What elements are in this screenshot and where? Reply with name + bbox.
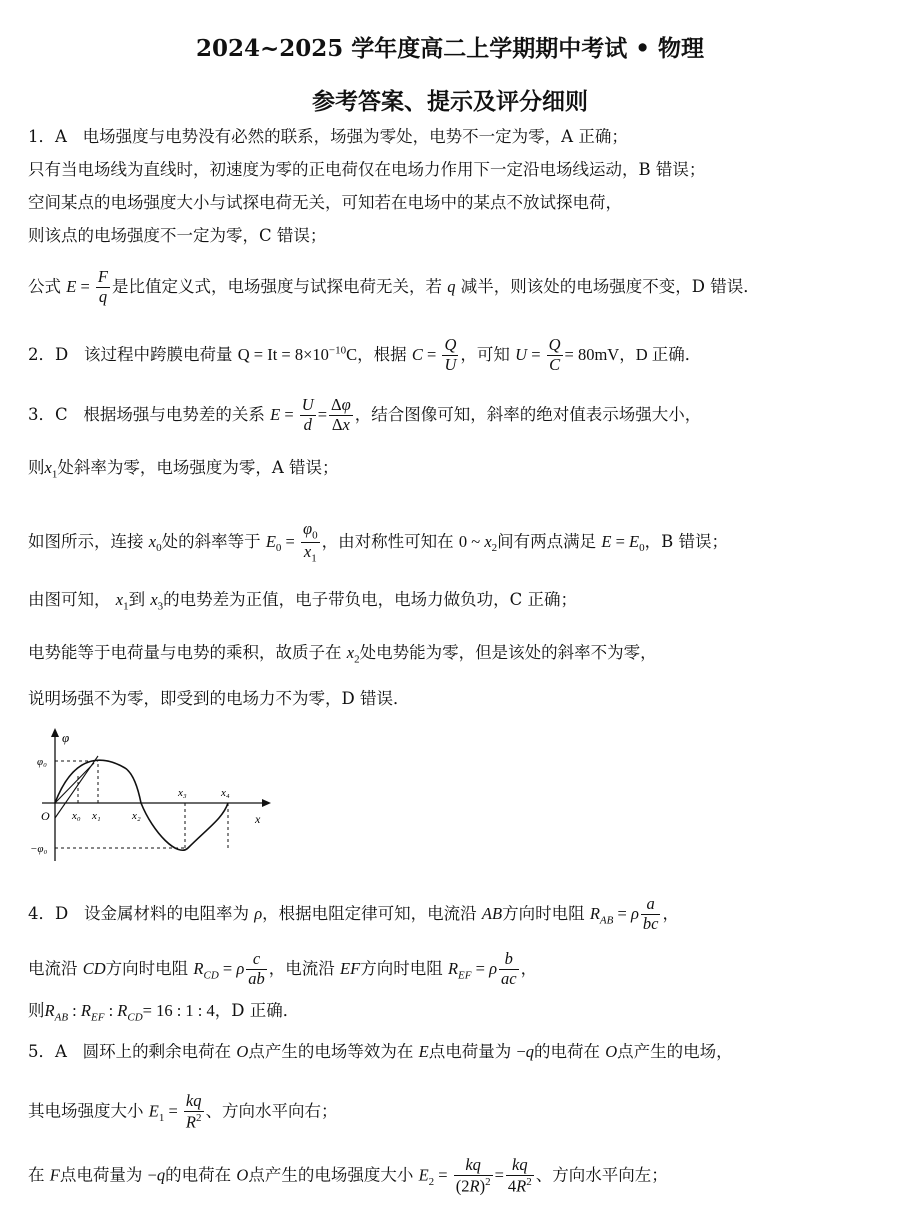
q1-l5a: 公式 xyxy=(28,276,61,296)
q3-line2: 则$x_1$处斜率为零，电场强度为零，A 错误； xyxy=(28,458,339,481)
formula-kq-4r2: $\frac{kq}{4R^2}$ xyxy=(507,1155,532,1196)
q2-a: 该过程中跨膜电荷量 xyxy=(83,344,233,364)
q4-label: 4．D xyxy=(28,903,69,923)
chord-line xyxy=(55,763,94,803)
q5-l3e: 、方向水平向左； xyxy=(535,1165,668,1185)
q5-line2: 其电场强度大小 $E_1$ = $\frac{kq}{R^2}$ 、方向水平向右； xyxy=(28,1091,338,1132)
label-phi: φ xyxy=(62,730,70,745)
q2-d: = 80mV，D 正确． xyxy=(564,344,702,364)
q2-c: ，可知 xyxy=(460,344,510,364)
formula-c-q-u: $\frac{Q}{U}$ xyxy=(444,335,457,374)
q4-line2: 电流沿 CD方向时电阻 $R_{CD} = \rho$ $\frac{c}{ab}$ ，电流沿 EF方向时电阻 $R_{EF} = \rho$ $\frac{b}{ac}$ ， xyxy=(28,949,538,988)
q1-line1 xyxy=(28,129,628,146)
formula-b-ac: $\frac{b}{ac}$ xyxy=(500,949,517,988)
q1-line3: 空间某点的电场强度大小与试探电荷无关，可知若在电场中的某点不放试探电荷， xyxy=(28,193,622,212)
q3-l4a: 由图可知， xyxy=(28,590,111,609)
q5-l2a: 其电场强度大小 xyxy=(28,1101,144,1121)
q2-line1: 2．D 该过程中跨膜电荷量 $Q = It = 8\times 10^{-10}C$，根据 C = $\frac{Q}{U}$ ，可知 U = $\frac{Q}{C}$ = 80mV，D 正确． xyxy=(28,335,702,374)
formula-kq-r2: $\frac{kq}{R^2}$ xyxy=(185,1091,202,1132)
q5-l3a: 在 xyxy=(28,1165,45,1185)
q4-l3b: ，D 正确． xyxy=(214,1001,300,1020)
q5-l3c: 的电荷在 xyxy=(165,1165,232,1185)
q4-l2b: 方向时电阻 xyxy=(105,958,189,978)
label-x0: x₀ xyxy=(72,810,81,822)
q4-l2d: 方向时电阻 xyxy=(360,958,443,978)
q4-line1: 4．D 设金属材料的电阻率为 ρ，根据电阻定律可知，电流沿 AB方向时电阻 $R_{AB} = \rho$ $\frac{a}{bc}$ ， xyxy=(28,894,679,933)
q5-l3b: 点电荷量为 xyxy=(59,1165,143,1185)
q1-text: 电场强度与电势没有必然的联系，场强为零处，电势不一定为零，A 正确； xyxy=(82,127,628,146)
q5-line3: 在 F点电荷量为 −q的电荷在 O点产生的电场强度大小 $E_2$ = $\frac{kq}{(2R)^2}$ = $\frac{kq}{4R^2}$ 、方向水平向左； xyxy=(28,1155,668,1196)
q3-l5a: 电势能等于电荷量与电势的乘积，故质子在 xyxy=(28,643,342,662)
q5-label: 5．A xyxy=(28,1042,67,1061)
page-subtitle: 参考答案、提示及评分细则 xyxy=(312,88,588,115)
page-title: 2024~2025 学年度高二上学期期中考试 • 物理 xyxy=(195,35,705,62)
q4-c: 方向时电阻 xyxy=(502,903,585,923)
q3-a: 根据场强与电势差的关系 xyxy=(83,404,265,424)
label-x1: x₁ xyxy=(92,810,101,822)
q3-line3: 如图所示，连接 $x_0$处的斜率等于 $E_0$ = $\frac{\varphi_0}{x_1}$ ，由对称性可知在 0 ~ $x_2$间有两点满足 $E = E_0$，B 错误； xyxy=(28,519,729,565)
q4-ab: AB xyxy=(481,903,503,923)
q5-e: 点产生的电场， xyxy=(617,1042,733,1061)
q2-formula1 xyxy=(238,345,357,364)
q4-l2a: 电流沿 xyxy=(28,958,78,978)
formula-a-bc: $\frac{a}{bc}$ xyxy=(642,894,659,933)
label-x2: x₂ xyxy=(132,810,141,822)
q3-l2b: 处斜率为零，电场强度为零，A 错误； xyxy=(57,458,339,477)
x-axis-arrow xyxy=(262,799,271,807)
q5-l3d: 点产生的电场强度大小 xyxy=(248,1165,414,1185)
q1-line5: 公式 E = $\frac{F}{q}$ 是比值定义式，电场强度与试探电荷无关，若 q 减半，则该处的电场强度不变，D 错误． xyxy=(28,267,760,306)
q2-unit: C xyxy=(346,344,358,364)
q3-l3c: ，由对称性可知在 xyxy=(321,531,454,551)
q4-line3: 则$R_{AB}$ : $R_{EF}$ : $R_{CD}= 16$ : 1 : 4，D 正确． xyxy=(28,1001,300,1024)
label-x3: x₃ xyxy=(178,787,187,799)
q3-l4b: 到 xyxy=(128,590,146,609)
formula-u-q-c: $\frac{Q}{C}$ xyxy=(548,335,561,374)
y-axis-arrow xyxy=(51,728,59,737)
q5-c: 点电荷量为 xyxy=(428,1042,512,1061)
q3-line6: 说明场强不为零，即受到的电场力不为零，D 错误． xyxy=(28,689,410,708)
q5-b: 点产生的电场等效为在 xyxy=(248,1042,414,1061)
formula-e-f-q: $\frac{F}{q}$ xyxy=(97,267,108,306)
q5-d: 的电荷在 xyxy=(534,1042,600,1061)
q5-line1: 5．A 圆环上的剩余电荷在 O点产生的电场等效为在 E点电荷量为 −q的电荷在 O点产生的电场， xyxy=(28,1042,733,1061)
label-phi0: φ₀ xyxy=(37,756,47,768)
q1-l5b: 是比值定义式，电场强度与试探电荷无关，若 xyxy=(112,276,442,296)
label-x-axis: x xyxy=(255,812,261,826)
q3-line5: 电势能等于电荷量与电势的乘积，故质子在 $x_2$处电势能为零，但是该处的斜率不为零， xyxy=(28,643,657,666)
formula-e-u-d: $\frac{U}{d}$ xyxy=(301,395,314,434)
q3-l3d: 间有两点满足 xyxy=(497,531,597,551)
q3-label: 3．C xyxy=(28,404,68,424)
q4-b: ，根据电阻定律可知，电流沿 xyxy=(262,903,477,923)
q1-label: 1．A xyxy=(28,127,67,146)
q2-b: ，根据 xyxy=(357,344,407,364)
q3-b: ，结合图像可知，斜率的绝对值表示场强大小， xyxy=(354,404,702,424)
formula-kq-2r2: $\frac{kq}{(2R)^2}$ xyxy=(455,1155,491,1196)
q2-label: 2．D xyxy=(28,344,69,364)
q2-exp: −10 xyxy=(328,344,347,357)
q3-l3e: ，B 错误； xyxy=(644,531,729,551)
q3-l3b: 处的斜率等于 xyxy=(161,531,261,551)
formula-phi0-x1: $\frac{\varphi_0}{x_1}$ xyxy=(302,519,318,565)
label-neg-phi0: −φ₀ xyxy=(30,843,48,855)
q2-formula1-text: Q = It = 8×10 xyxy=(237,344,329,364)
formula-dphi-dx: $\frac{\Delta\varphi}{\Delta x}$ xyxy=(331,395,351,434)
q4-l3a: 则 xyxy=(28,1001,45,1020)
phi-x-graph xyxy=(28,728,278,863)
label-origin: O xyxy=(41,809,50,823)
q3-l4c: 的电势差为正值，电子带负电，电场力做负功，C 正确； xyxy=(163,590,578,609)
q3-l3a: 如图所示，连接 xyxy=(28,531,144,551)
q1-line2: 只有当电场线为直线时，初速度为零的正电荷仅在电场力作用下一定沿电场线运动，B 错误； xyxy=(28,160,706,179)
q4-a: 设金属材料的电阻率为 xyxy=(83,903,249,923)
q5-l2b: 、方向水平向右； xyxy=(205,1101,338,1121)
q3-line1: 3．C 根据场强与电势差的关系 E = $\frac{U}{d}$ = $\frac{\Delta\varphi}{\Delta x}$ ，结合图像可知，斜率的绝对值表示场强大小， xyxy=(28,395,702,434)
q4-cd: CD xyxy=(82,958,106,978)
q3-l2a: 则 xyxy=(28,458,45,477)
formula-c-ab: $\frac{c}{ab}$ xyxy=(248,949,265,988)
q1-l5c: 减半，则该处的电场强度不变，D 错误． xyxy=(460,276,760,296)
q3-l5b: 处电势能为零，但是该处的斜率不为零， xyxy=(359,643,657,662)
q1-line4: 则该点的电场强度不一定为零，C 错误； xyxy=(28,226,327,245)
q4-ef: EF xyxy=(340,958,361,978)
q4-ratio: = 16 : 1 : 4 xyxy=(142,1001,215,1020)
label-x4: x₄ xyxy=(221,787,230,799)
q5-a: 圆环上的剩余电荷在 xyxy=(82,1042,232,1061)
q4-l2c: ，电流沿 xyxy=(268,958,335,978)
phi-curve xyxy=(55,760,228,850)
q3-line4: 由图可知， $x_1$到 $x_3$的电势差为正值，电子带负电，电场力做负功，C 正确； xyxy=(28,590,578,613)
